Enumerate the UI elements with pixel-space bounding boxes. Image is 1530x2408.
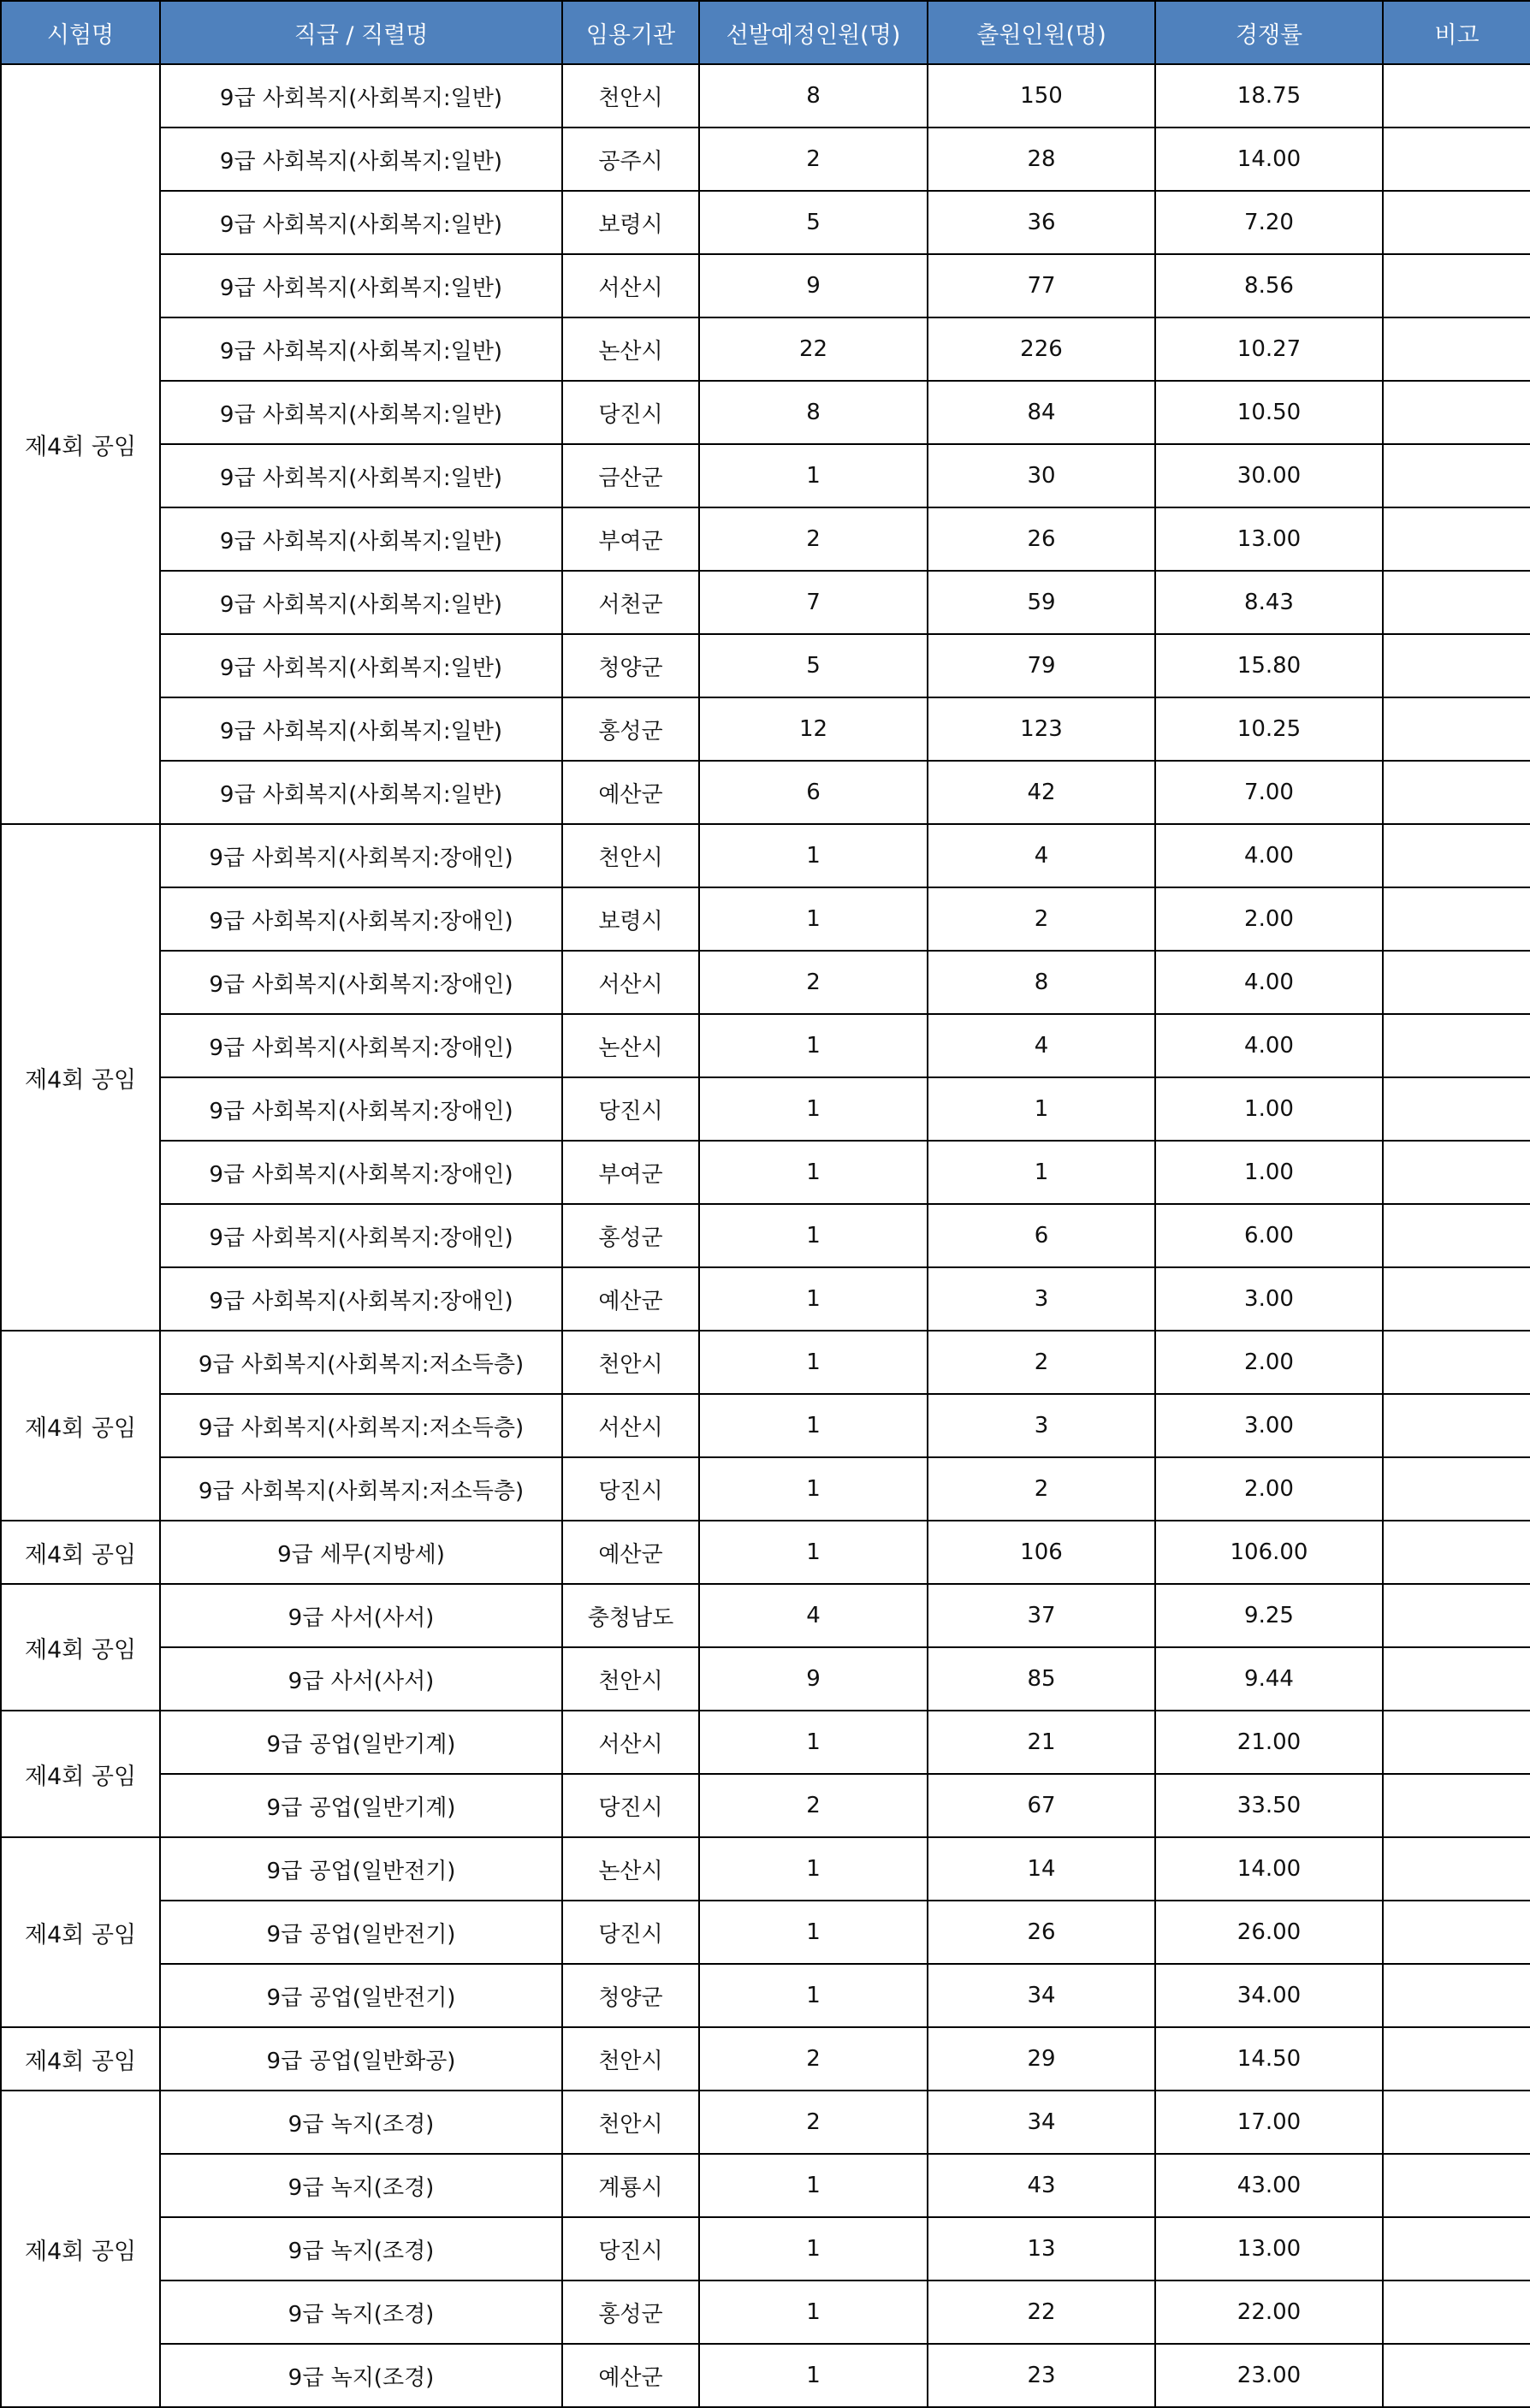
planned-count-cell: 12 [699,697,928,761]
applicant-count-cell: 85 [928,1647,1155,1711]
rank-series-cell: 9급 사회복지(사회복지:장애인) [160,824,562,887]
rank-series-cell: 9급 녹지(조경) [160,2154,562,2217]
competition-ratio-cell: 14.50 [1155,2027,1383,2091]
table-row [1,1014,1530,1077]
competition-ratio-cell: 17.00 [1155,2091,1383,2154]
note-cell [1383,761,1530,824]
rank-series-cell: 9급 사회복지(사회복지:일반) [160,507,562,571]
competition-ratio-cell: 4.00 [1155,1014,1383,1077]
exam-name-cell: 제4회 공임 [1,2091,160,2407]
agency-cell: 공주시 [562,128,699,191]
agency-cell: 계룡시 [562,2154,699,2217]
table-row [1,1331,1530,1394]
table-row [1,2280,1530,2344]
agency-cell: 논산시 [562,1014,699,1077]
competition-ratio-cell: 2.00 [1155,1331,1383,1394]
rank-series-cell: 9급 공업(일반전기) [160,1837,562,1901]
agency-cell: 서산시 [562,1394,699,1457]
competition-ratio-cell: 34.00 [1155,1964,1383,2027]
agency-cell: 당진시 [562,381,699,444]
competition-ratio-cell: 10.27 [1155,317,1383,381]
applicant-count-cell: 43 [928,2154,1155,2217]
table-row [1,1647,1530,1711]
planned-count-cell: 8 [699,64,928,128]
planned-count-cell: 1 [699,1267,928,1331]
rank-series-cell: 9급 사서(사서) [160,1584,562,1647]
header-applicant-count: 출원인원(명) [928,1,1155,64]
applicant-count-cell: 14 [928,1837,1155,1901]
competition-ratio-cell: 43.00 [1155,2154,1383,2217]
planned-count-cell: 1 [699,824,928,887]
agency-cell: 예산군 [562,1267,699,1331]
planned-count-cell: 5 [699,191,928,254]
agency-cell: 당진시 [562,1901,699,1964]
agency-cell: 예산군 [562,1521,699,1584]
note-cell [1383,634,1530,697]
competition-ratio-cell: 9.25 [1155,1584,1383,1647]
applicant-count-cell: 37 [928,1584,1155,1647]
note-cell [1383,1711,1530,1774]
exam-name-cell: 제4회 공임 [1,1521,160,1584]
rank-series-cell: 9급 사회복지(사회복지:일반) [160,254,562,317]
rank-series-cell: 9급 사회복지(사회복지:일반) [160,761,562,824]
competition-ratio-cell: 30.00 [1155,444,1383,507]
planned-count-cell: 1 [699,1457,928,1521]
table-body [1,64,1530,2407]
planned-count-cell: 1 [699,887,928,951]
note-cell [1383,1457,1530,1521]
table-row [1,317,1530,381]
competition-ratio-cell: 14.00 [1155,128,1383,191]
applicant-count-cell: 1 [928,1141,1155,1204]
exam-name-cell: 제4회 공임 [1,1711,160,1837]
planned-count-cell: 1 [699,1014,928,1077]
table-row [1,254,1530,317]
rank-series-cell: 9급 공업(일반전기) [160,1901,562,1964]
agency-cell: 부여군 [562,1141,699,1204]
applicant-count-cell: 2 [928,1331,1155,1394]
table-row [1,1204,1530,1267]
rank-series-cell: 9급 공업(일반화공) [160,2027,562,2091]
applicant-count-cell: 42 [928,761,1155,824]
competition-ratio-cell: 3.00 [1155,1267,1383,1331]
table-row [1,191,1530,254]
table-row [1,1837,1530,1901]
rank-series-cell: 9급 사회복지(사회복지:일반) [160,444,562,507]
planned-count-cell: 1 [699,1077,928,1141]
agency-cell: 천안시 [562,2091,699,2154]
planned-count-cell: 9 [699,254,928,317]
note-cell [1383,1267,1530,1331]
note-cell [1383,64,1530,128]
planned-count-cell: 1 [699,1204,928,1267]
rank-series-cell: 9급 녹지(조경) [160,2217,562,2280]
note-cell [1383,1014,1530,1077]
applicant-count-cell: 59 [928,571,1155,634]
table-row [1,507,1530,571]
rank-series-cell: 9급 공업(일반기계) [160,1711,562,1774]
agency-cell: 당진시 [562,1457,699,1521]
header-agency: 임용기관 [562,1,699,64]
agency-cell: 서산시 [562,1711,699,1774]
applicant-count-cell: 84 [928,381,1155,444]
applicant-count-cell: 150 [928,64,1155,128]
competition-ratio-cell: 10.25 [1155,697,1383,761]
applicant-count-cell: 1 [928,1077,1155,1141]
table-row [1,1141,1530,1204]
applicant-count-cell: 13 [928,2217,1155,2280]
table-row [1,697,1530,761]
competition-ratio-cell: 8.56 [1155,254,1383,317]
header-exam-name: 시험명 [1,1,160,64]
agency-cell: 논산시 [562,317,699,381]
competition-ratio-cell: 1.00 [1155,1141,1383,1204]
planned-count-cell: 6 [699,761,928,824]
table-header [1,1,1530,64]
applicant-count-cell: 106 [928,1521,1155,1584]
rank-series-cell: 9급 사회복지(사회복지:장애인) [160,1204,562,1267]
competition-ratio-cell: 26.00 [1155,1901,1383,1964]
planned-count-cell: 1 [699,1521,928,1584]
planned-count-cell: 1 [699,1837,928,1901]
agency-cell: 천안시 [562,824,699,887]
table-row [1,951,1530,1014]
rank-series-cell: 9급 사회복지(사회복지:일반) [160,64,562,128]
note-cell [1383,1394,1530,1457]
competition-ratio-cell: 4.00 [1155,824,1383,887]
rank-series-cell: 9급 녹지(조경) [160,2280,562,2344]
rank-series-cell: 9급 녹지(조경) [160,2344,562,2407]
header-competition-ratio: 경쟁률 [1155,1,1383,64]
agency-cell: 예산군 [562,2344,699,2407]
applicant-count-cell: 36 [928,191,1155,254]
agency-cell: 천안시 [562,1331,699,1394]
competition-ratio-cell: 33.50 [1155,1774,1383,1837]
note-cell [1383,1331,1530,1394]
exam-name-cell: 제4회 공임 [1,2027,160,2091]
competition-ratio-cell: 22.00 [1155,2280,1383,2344]
rank-series-cell: 9급 공업(일반전기) [160,1964,562,2027]
rank-series-cell: 9급 사회복지(사회복지:저소득층) [160,1457,562,1521]
rank-series-cell: 9급 사회복지(사회복지:저소득층) [160,1331,562,1394]
planned-count-cell: 8 [699,381,928,444]
planned-count-cell: 1 [699,1901,928,1964]
planned-count-cell: 1 [699,1331,928,1394]
rank-series-cell: 9급 사회복지(사회복지:장애인) [160,1141,562,1204]
planned-count-cell: 1 [699,444,928,507]
competition-ratio-cell: 2.00 [1155,1457,1383,1521]
planned-count-cell: 4 [699,1584,928,1647]
exam-name-cell: 제4회 공임 [1,1837,160,2027]
applicant-count-cell: 3 [928,1394,1155,1457]
table-row [1,1267,1530,1331]
note-cell [1383,1647,1530,1711]
agency-cell: 보령시 [562,887,699,951]
planned-count-cell: 2 [699,2091,928,2154]
planned-count-cell: 2 [699,128,928,191]
planned-count-cell: 1 [699,1394,928,1457]
competition-ratio-cell: 21.00 [1155,1711,1383,1774]
planned-count-cell: 9 [699,1647,928,1711]
note-cell [1383,1837,1530,1901]
table-row [1,2027,1530,2091]
agency-cell: 당진시 [562,2217,699,2280]
planned-count-cell: 2 [699,2027,928,2091]
planned-count-cell: 1 [699,1711,928,1774]
planned-count-cell: 1 [699,1141,928,1204]
rank-series-cell: 9급 사회복지(사회복지:장애인) [160,887,562,951]
table-row [1,444,1530,507]
planned-count-cell: 22 [699,317,928,381]
table-row [1,1394,1530,1457]
agency-cell: 청양군 [562,1964,699,2027]
planned-count-cell: 1 [699,2280,928,2344]
applicant-count-cell: 123 [928,697,1155,761]
note-cell [1383,191,1530,254]
rank-series-cell: 9급 사회복지(사회복지:장애인) [160,951,562,1014]
table-row [1,1077,1530,1141]
table-row [1,1711,1530,1774]
rank-series-cell: 9급 공업(일반기계) [160,1774,562,1837]
agency-cell: 논산시 [562,1837,699,1901]
rank-series-cell: 9급 세무(지방세) [160,1521,562,1584]
competition-ratio-cell: 13.00 [1155,507,1383,571]
applicant-count-cell: 26 [928,507,1155,571]
note-cell [1383,2217,1530,2280]
note-cell [1383,1584,1530,1647]
competition-ratio-cell: 2.00 [1155,887,1383,951]
header-row [1,1,1530,64]
agency-cell: 보령시 [562,191,699,254]
applicant-count-cell: 26 [928,1901,1155,1964]
agency-cell: 충청남도 [562,1584,699,1647]
rank-series-cell: 9급 녹지(조경) [160,2091,562,2154]
table-row [1,634,1530,697]
applicant-count-cell: 30 [928,444,1155,507]
competition-ratio-cell: 1.00 [1155,1077,1383,1141]
note-cell [1383,1077,1530,1141]
agency-cell: 당진시 [562,1774,699,1837]
exam-name-cell: 제4회 공임 [1,64,160,824]
table-row [1,381,1530,444]
note-cell [1383,2027,1530,2091]
applicant-count-cell: 79 [928,634,1155,697]
note-cell [1383,824,1530,887]
table-row [1,64,1530,128]
note-cell [1383,1204,1530,1267]
agency-cell: 천안시 [562,64,699,128]
rank-series-cell: 9급 사회복지(사회복지:일반) [160,128,562,191]
note-cell [1383,254,1530,317]
table-row [1,571,1530,634]
competition-ratio-cell: 18.75 [1155,64,1383,128]
agency-cell: 홍성군 [562,1204,699,1267]
agency-cell: 서산시 [562,951,699,1014]
table-row [1,2217,1530,2280]
applicant-count-cell: 3 [928,1267,1155,1331]
note-cell [1383,1521,1530,1584]
applicant-count-cell: 4 [928,1014,1155,1077]
planned-count-cell: 1 [699,1964,928,2027]
note-cell [1383,2280,1530,2344]
note-cell [1383,2344,1530,2407]
planned-count-cell: 1 [699,2217,928,2280]
table-row [1,128,1530,191]
agency-cell: 예산군 [562,761,699,824]
note-cell [1383,1964,1530,2027]
note-cell [1383,1774,1530,1837]
agency-cell: 서천군 [562,571,699,634]
competition-ratio-cell: 106.00 [1155,1521,1383,1584]
agency-cell: 부여군 [562,507,699,571]
note-cell [1383,571,1530,634]
planned-count-cell: 1 [699,2344,928,2407]
applicant-count-cell: 28 [928,128,1155,191]
competition-ratio-cell: 23.00 [1155,2344,1383,2407]
header-note: 비고 [1383,1,1530,64]
applicant-count-cell: 34 [928,2091,1155,2154]
planned-count-cell: 2 [699,1774,928,1837]
planned-count-cell: 2 [699,507,928,571]
competition-ratio-cell: 14.00 [1155,1837,1383,1901]
rank-series-cell: 9급 사회복지(사회복지:장애인) [160,1014,562,1077]
competition-ratio-cell: 7.20 [1155,191,1383,254]
exam-name-cell: 제4회 공임 [1,824,160,1331]
header-rank-series: 직급 / 직렬명 [160,1,562,64]
table-row [1,1521,1530,1584]
competition-ratio-cell: 7.00 [1155,761,1383,824]
table-row [1,2344,1530,2407]
note-cell [1383,887,1530,951]
rank-series-cell: 9급 사회복지(사회복지:일반) [160,381,562,444]
agency-cell: 천안시 [562,1647,699,1711]
exam-name-cell: 제4회 공임 [1,1331,160,1521]
header-planned-count: 선발예정인원(명) [699,1,928,64]
agency-cell: 홍성군 [562,2280,699,2344]
applicant-count-cell: 77 [928,254,1155,317]
table-row [1,761,1530,824]
planned-count-cell: 1 [699,2154,928,2217]
rank-series-cell: 9급 사회복지(사회복지:일반) [160,571,562,634]
table-row [1,1964,1530,2027]
table-row [1,2154,1530,2217]
table-row [1,2091,1530,2154]
applicant-count-cell: 67 [928,1774,1155,1837]
table-row [1,1457,1530,1521]
competition-ratio-cell: 6.00 [1155,1204,1383,1267]
applicant-count-cell: 34 [928,1964,1155,2027]
note-cell [1383,1901,1530,1964]
table-row [1,887,1530,951]
applicant-count-cell: 23 [928,2344,1155,2407]
competition-ratio-cell: 15.80 [1155,634,1383,697]
agency-cell: 홍성군 [562,697,699,761]
note-cell [1383,951,1530,1014]
competition-ratio-cell: 8.43 [1155,571,1383,634]
agency-cell: 청양군 [562,634,699,697]
rank-series-cell: 9급 사회복지(사회복지:일반) [160,697,562,761]
agency-cell: 금산군 [562,444,699,507]
competition-ratio-cell: 4.00 [1155,951,1383,1014]
competition-ratio-cell: 3.00 [1155,1394,1383,1457]
note-cell [1383,444,1530,507]
note-cell [1383,128,1530,191]
applicant-count-cell: 8 [928,951,1155,1014]
note-cell [1383,697,1530,761]
agency-cell: 당진시 [562,1077,699,1141]
rank-series-cell: 9급 사회복지(사회복지:일반) [160,191,562,254]
note-cell [1383,2091,1530,2154]
note-cell [1383,2154,1530,2217]
applicant-count-cell: 22 [928,2280,1155,2344]
table-row [1,1774,1530,1837]
rank-series-cell: 9급 사회복지(사회복지:장애인) [160,1077,562,1141]
table-row [1,1901,1530,1964]
table-row [1,824,1530,887]
applicant-count-cell: 4 [928,824,1155,887]
applicant-count-cell: 29 [928,2027,1155,2091]
planned-count-cell: 7 [699,571,928,634]
competition-ratio-cell: 13.00 [1155,2217,1383,2280]
competition-ratio-cell: 10.50 [1155,381,1383,444]
agency-cell: 천안시 [562,2027,699,2091]
competition-ratio-cell: 9.44 [1155,1647,1383,1711]
note-cell [1383,1141,1530,1204]
rank-series-cell: 9급 사회복지(사회복지:일반) [160,634,562,697]
applicant-count-cell: 6 [928,1204,1155,1267]
rank-series-cell: 9급 사회복지(사회복지:장애인) [160,1267,562,1331]
rank-series-cell: 9급 사회복지(사회복지:일반) [160,317,562,381]
exam-name-cell: 제4회 공임 [1,1584,160,1711]
planned-count-cell: 2 [699,951,928,1014]
note-cell [1383,317,1530,381]
applicant-count-cell: 21 [928,1711,1155,1774]
agency-cell: 서산시 [562,254,699,317]
applicant-count-cell: 2 [928,887,1155,951]
planned-count-cell: 5 [699,634,928,697]
applicant-count-cell: 226 [928,317,1155,381]
rank-series-cell: 9급 사서(사서) [160,1647,562,1711]
applicant-count-cell: 2 [928,1457,1155,1521]
rank-series-cell: 9급 사회복지(사회복지:저소득층) [160,1394,562,1457]
note-cell [1383,381,1530,444]
note-cell [1383,507,1530,571]
table-row [1,1584,1530,1647]
